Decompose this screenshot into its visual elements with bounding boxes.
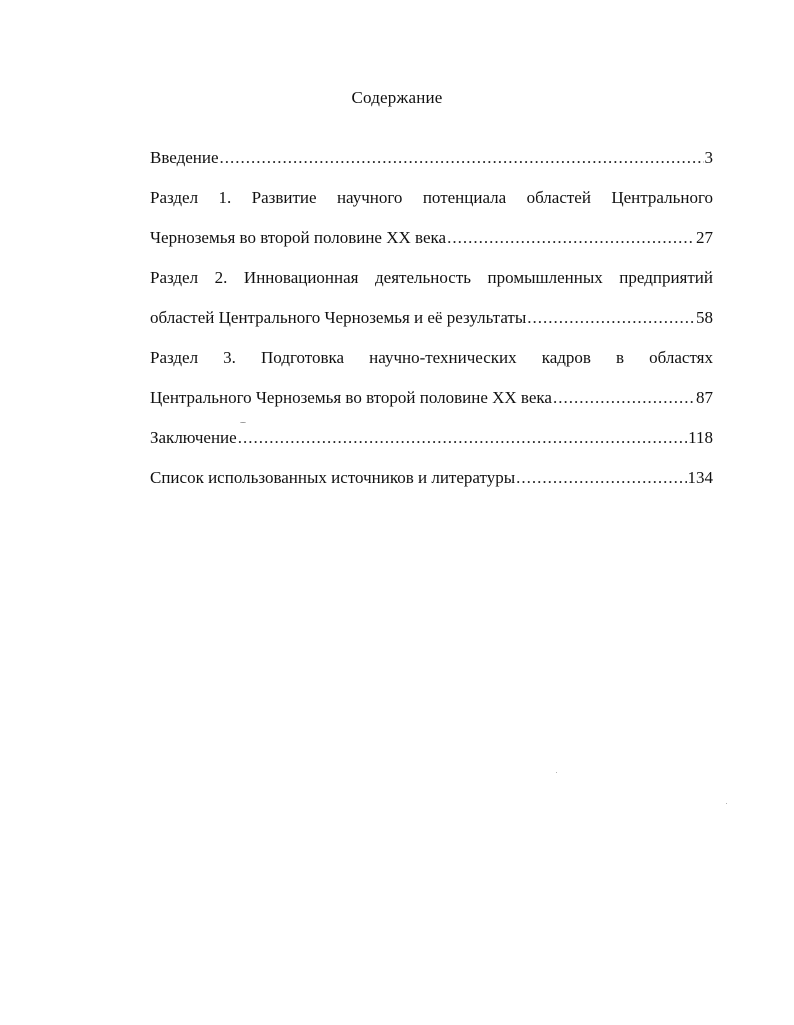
toc-entry-label: Раздел 2. Инновационная деятельность промышленных предприятий	[150, 268, 713, 287]
toc-entry-label: Черноземья во второй половине XX века	[150, 228, 447, 247]
dot-leader	[516, 466, 686, 490]
toc-entry-label: областей Центрального Черноземья и её результаты	[150, 308, 527, 327]
toc-page-number: 3	[704, 148, 713, 167]
toc-entry-label: Раздел 1. Развитие научного потенциала областей Центрального	[150, 188, 713, 207]
toc-entry-label: Раздел 3. Подготовка научно-технических кадров в областях	[150, 348, 713, 367]
toc-entry-section-1-line-1[interactable]	[150, 186, 713, 226]
toc-page-number: 134	[687, 468, 713, 487]
toc-entry-section-2-line-1[interactable]	[150, 266, 713, 306]
toc-entry-section-3-line-1[interactable]	[150, 346, 713, 386]
toc-entry-section-2-line-2[interactable]	[150, 306, 713, 346]
toc-entry-label: Заключение	[150, 428, 237, 447]
scan-speck	[240, 422, 246, 423]
toc-entry-section-3-line-2[interactable]	[150, 386, 713, 426]
toc-page-number: 27	[696, 228, 713, 247]
toc-entry-label: Центрального Черноземья во второй половине XX века	[150, 388, 552, 407]
table-of-contents	[150, 146, 713, 506]
scan-speck	[726, 803, 727, 804]
toc-entry-introduction[interactable]	[150, 146, 713, 186]
toc-entry-label: Список использованных источников и литературы	[150, 468, 516, 487]
dot-leader	[527, 306, 695, 330]
dot-leader	[553, 386, 695, 410]
dot-leader	[238, 426, 687, 450]
toc-page-number: 118	[688, 428, 713, 447]
page-title: Содержание	[351, 88, 443, 107]
dot-leader	[447, 226, 695, 250]
toc-entry-conclusion[interactable]	[150, 426, 713, 466]
toc-entry-section-1-line-2[interactable]	[150, 226, 713, 266]
toc-entry-label: Введение	[150, 148, 219, 167]
toc-page-number: 58	[696, 308, 713, 327]
dot-leader	[220, 146, 704, 170]
scan-speck	[556, 772, 557, 773]
toc-entry-bibliography[interactable]	[150, 466, 713, 506]
toc-page-number: 87	[696, 388, 713, 407]
